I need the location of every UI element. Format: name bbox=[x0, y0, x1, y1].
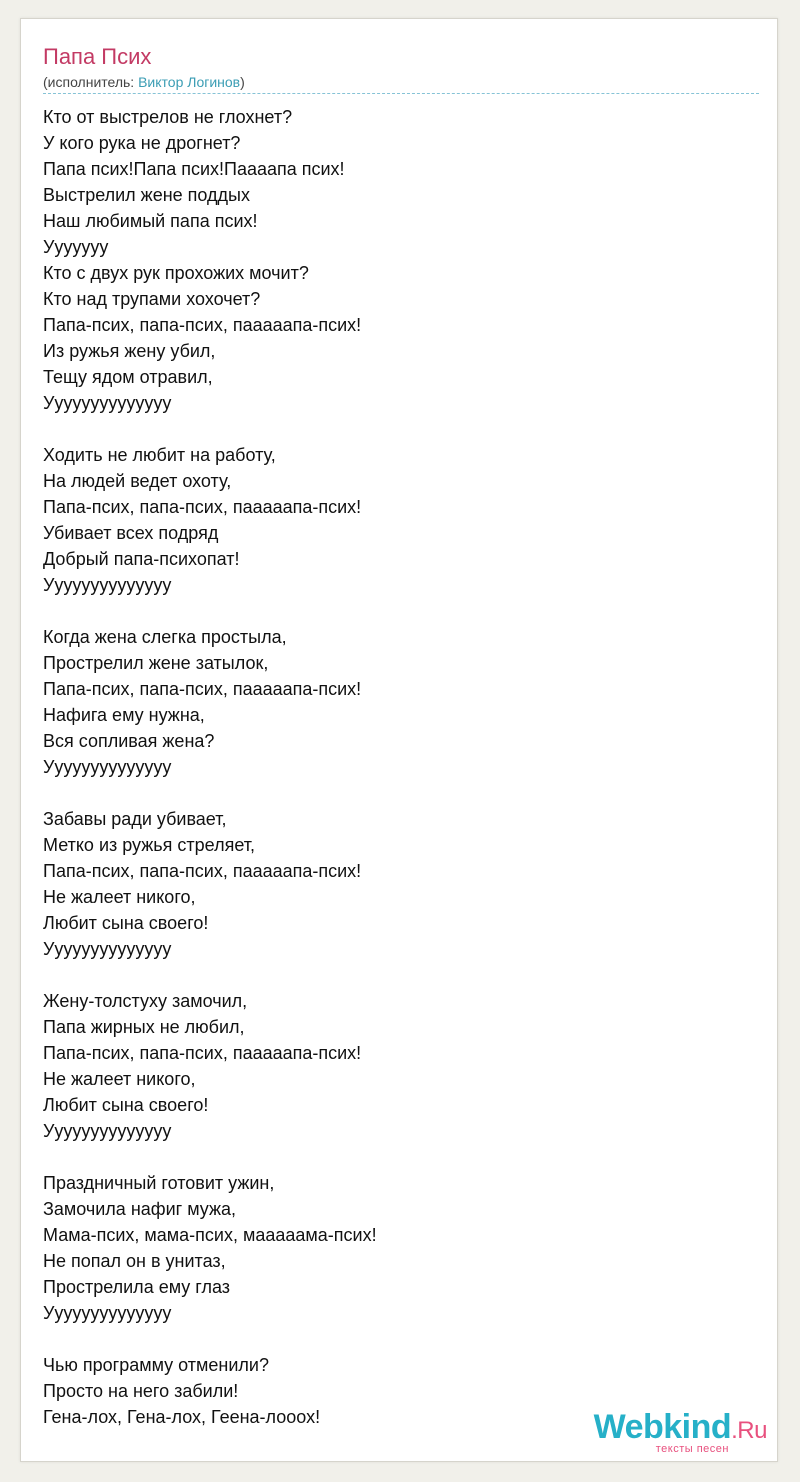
lyric-line: Уууууууууууууу bbox=[43, 757, 172, 777]
lyric-line: Ууууууу bbox=[43, 237, 109, 257]
performer-prefix: (исполнитель: bbox=[43, 74, 139, 90]
lyric-line: Уууууууууууууу bbox=[43, 575, 172, 595]
stanza-break bbox=[43, 1144, 743, 1170]
lyric-line: На людей ведет охоту, bbox=[43, 471, 232, 491]
lyric-line: Когда жена слегка простыла, bbox=[43, 627, 287, 647]
lyric-line: Папа-псих, папа-псих, пааааапа-псих! bbox=[43, 679, 362, 699]
lyric-line: Не жалеет никого, bbox=[43, 887, 196, 907]
lyric-line: Кто с двух рук прохожих мочит? bbox=[43, 263, 309, 283]
lyric-line: Папа-псих, папа-псих, пааааапа-псих! bbox=[43, 1043, 362, 1063]
stanza-break bbox=[43, 780, 743, 806]
lyric-line: Папа-псих, папа-псих, пааааапа-псих! bbox=[43, 497, 362, 517]
song-title: Папа Псих bbox=[43, 44, 152, 69]
lyric-line: Наш любимый папа псих! bbox=[43, 211, 258, 231]
lyric-line: Папа-псих, папа-псих, пааааапа-псих! bbox=[43, 315, 362, 335]
lyric-line: Замочила нафиг мужа, bbox=[43, 1199, 237, 1219]
logo-domain: .Ru bbox=[731, 1417, 767, 1444]
lyric-line: Уууууууууууууу bbox=[43, 1121, 172, 1141]
lyric-line: Праздничный готовит ужин, bbox=[43, 1173, 275, 1193]
stanza-break bbox=[43, 962, 743, 988]
performer-link[interactable]: Виктор Логинов bbox=[138, 74, 241, 90]
lyric-line: Кто над трупами хохочет? bbox=[43, 289, 261, 309]
lyric-line: Прострелил жене затылок, bbox=[43, 653, 269, 673]
lyric-line: У кого рука не дрогнет? bbox=[43, 133, 241, 153]
lyric-line: Из ружья жену убил, bbox=[43, 341, 216, 361]
stanza-break bbox=[43, 598, 743, 624]
lyric-line: Кто от выстрелов не глохнет? bbox=[43, 107, 293, 127]
logo-tagline: тексты песен bbox=[655, 1443, 729, 1455]
stanza-break bbox=[43, 416, 743, 442]
lyric-line: Не попал он в унитаз, bbox=[43, 1251, 226, 1271]
lyric-line: Уууууууууууууу bbox=[43, 393, 172, 413]
site-logo[interactable] bbox=[594, 1409, 767, 1455]
performer-line bbox=[43, 73, 245, 91]
lyric-line: Прострелила ему глаз bbox=[43, 1277, 231, 1297]
lyric-line: Уууууууууууууу bbox=[43, 1303, 172, 1323]
lyrics-text bbox=[43, 104, 743, 1430]
lyric-line: Любит сына своего! bbox=[43, 913, 209, 933]
lyrics-card bbox=[20, 18, 778, 1462]
lyric-line: Метко из ружья стреляет, bbox=[43, 835, 256, 855]
dashed-divider bbox=[43, 93, 759, 94]
lyric-line: Просто на него забили! bbox=[43, 1381, 239, 1401]
lyric-line: Тещу ядом отравил, bbox=[43, 367, 213, 387]
lyric-line: Убивает всех подряд bbox=[43, 523, 219, 543]
lyric-line: Папа жирных не любил, bbox=[43, 1017, 245, 1037]
lyric-line: Нафига ему нужна, bbox=[43, 705, 205, 725]
lyric-line: Уууууууууууууу bbox=[43, 939, 172, 959]
stanza-break bbox=[43, 1326, 743, 1352]
lyric-line: Папа псих!Папа псих!Паааапа псих! bbox=[43, 159, 345, 179]
lyric-line: Жену-толстуху замочил, bbox=[43, 991, 248, 1011]
lyric-line: Вся сопливая жена? bbox=[43, 731, 215, 751]
lyric-line: Выстрелил жене поддых bbox=[43, 185, 250, 205]
lyric-line: Папа-псих, папа-псих, пааааапа-псих! bbox=[43, 861, 362, 881]
lyric-line: Не жалеет никого, bbox=[43, 1069, 196, 1089]
performer-suffix: ) bbox=[240, 74, 245, 90]
lyric-line: Добрый папа-психопат! bbox=[43, 549, 240, 569]
lyric-line: Чью программу отменили? bbox=[43, 1355, 269, 1375]
lyric-line: Забавы ради убивает, bbox=[43, 809, 227, 829]
lyric-line: Любит сына своего! bbox=[43, 1095, 209, 1115]
lyric-line: Гена-лох, Гена-лох, Геена-лооох! bbox=[43, 1407, 321, 1427]
logo-brand: Webkind bbox=[593, 1408, 732, 1446]
lyric-line: Мама-псих, мама-псих, мааааама-псих! bbox=[43, 1225, 377, 1245]
lyric-line: Ходить не любит на работу, bbox=[43, 445, 276, 465]
